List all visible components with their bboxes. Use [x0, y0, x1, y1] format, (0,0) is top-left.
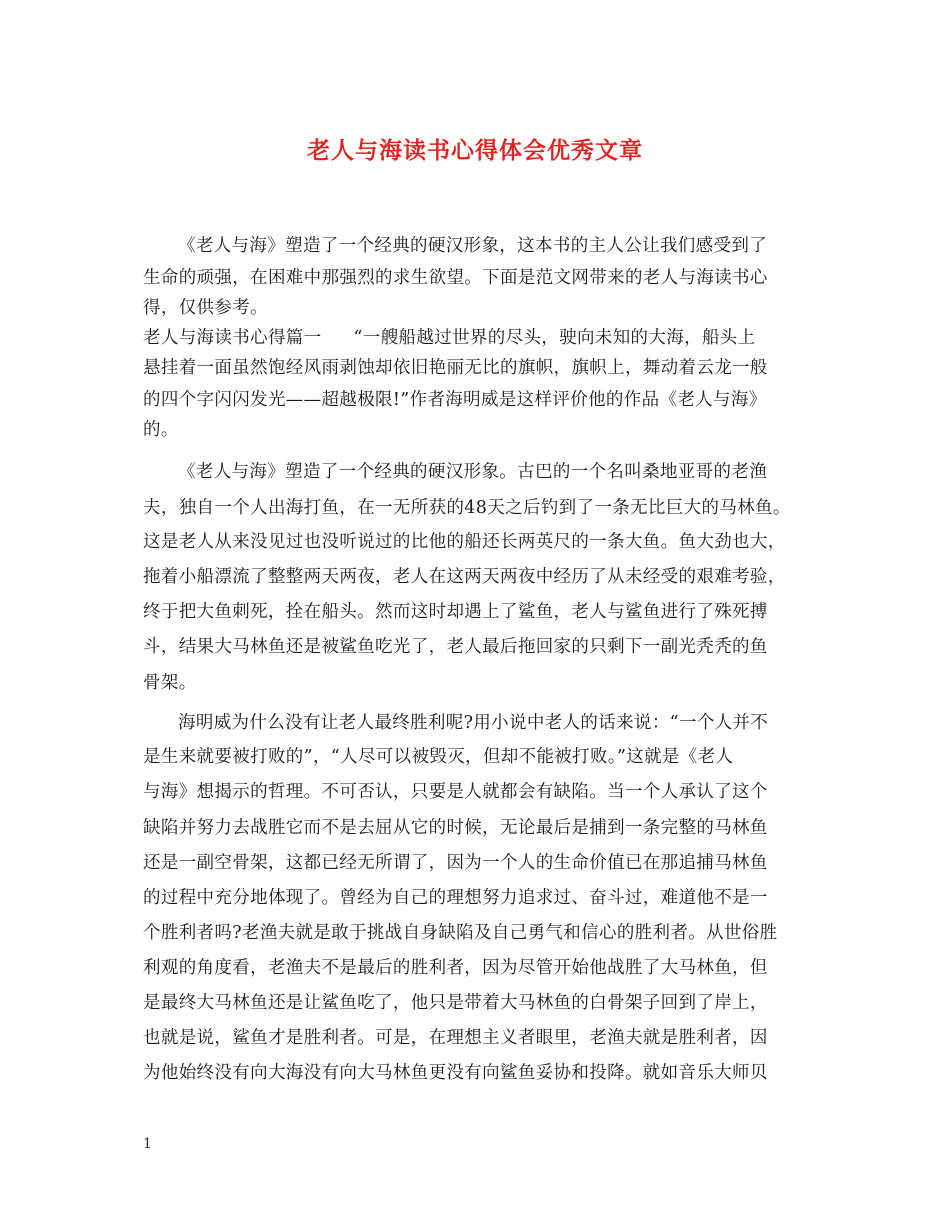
para2-line-2: 夫，独自一个人出海打鱼，在一无所获的48天之后钓到了一条无比巨大的马林鱼。: [143, 498, 791, 518]
intro-line-1: 《老人与海》塑造了一个经典的硬汉形象，这本书的主人公让我们感受到了: [178, 236, 768, 256]
intro-line-2: 生命的顽强，在困难中那强烈的求生欲望。下面是范文网带来的老人与海读书心: [143, 268, 768, 288]
para2-line-7: 骨架。: [143, 673, 197, 693]
para3-line-11: 为他始终没有向大海没有向大马林鱼更没有向鲨鱼妥协和投降。就如音乐大师贝: [143, 1063, 768, 1083]
para2-line-3: 这是老人从来没见过也没听说过的比他的船还长两英尺的一条大鱼。鱼大劲也大，: [143, 532, 786, 552]
para3-line-2: 是生来就要被打败的”，“人尽可以被毁灭，但却不能被打败。”这就是《老人: [143, 747, 734, 767]
para3-line-3: 与海》想揭示的哲理。不可否认，只要是人就都会有缺陷。当一个人承认了这个: [143, 782, 768, 802]
page-number: 1: [143, 1136, 152, 1152]
intro-line-3: 得，仅供参考。: [143, 298, 268, 318]
para2-line-6: 斗，结果大马林鱼还是被鲨鱼吃光了，老人最后拖回家的只剩下一副光秃秃的鱼: [143, 637, 768, 657]
para3-line-7: 个胜利者吗?老渔夫就是敢于挑战自身缺陷及自己勇气和信心的胜利者。从世俗胜: [143, 923, 778, 943]
para3-line-5: 还是一副空骨架，这都已经无所谓了，因为一个人的生命价值已在那追捕马林鱼: [143, 853, 768, 873]
section-heading-line: [143, 327, 756, 349]
para3-line-10: 也就是说，鲨鱼才是胜利者。可是，在理想主义者眼里，老渔夫就是胜利者，因: [143, 1028, 768, 1048]
para2-line-4: 拖着小船漂流了整整两天两夜，老人在这两天两夜中经历了从未经受的艰难考验，: [143, 567, 786, 587]
document-title: 老人与海读书心得体会优秀文章: [307, 137, 643, 164]
para2-line-1: 《老人与海》塑造了一个经典的硬汉形象。古巴的一个名叫桑地亚哥的老渔: [178, 462, 768, 482]
section-line-3: 的四个字闪闪发光——超越极限!”作者海明威是这样评价他的作品《老人与海》: [143, 390, 767, 410]
para3-line-4: 缺陷并努力去战胜它而不是去屈从它的时候，无论最后是捕到一条完整的马林鱼: [143, 818, 768, 838]
para3-line-8: 利观的角度看，老渔夫不是最后的胜利者，因为尽管开始他战胜了大马林鱼，但: [143, 958, 768, 978]
para3-line-6: 的过程中充分地体现了。曾经为自己的理想努力追求过、奋斗过，难道他不是一: [143, 888, 768, 908]
section-line-1: “一艘船越过世界的尽头，驶向未知的大海，船头上: [353, 328, 756, 348]
para2-line-5: 终于把大鱼刺死，拴在船头。然而这时却遇上了鲨鱼，老人与鲨鱼进行了殊死搏: [143, 602, 768, 622]
section-line-4: 的。: [143, 420, 179, 440]
section-label: 老人与海读书心得篇一: [143, 328, 322, 348]
para3-line-9: 是最终大马林鱼还是让鲨鱼吃了，他只是带着大马林鱼的白骨架子回到了岸上，: [143, 993, 768, 1013]
para3-line-1: 海明威为什么没有让老人最终胜利呢?用小说中老人的话来说：“一个人并不: [178, 713, 769, 733]
section-line-2: 悬挂着一面虽然饱经风雨剥蚀却依旧艳丽无比的旗帜，旗帜上，舞动着云龙一般: [143, 358, 768, 378]
